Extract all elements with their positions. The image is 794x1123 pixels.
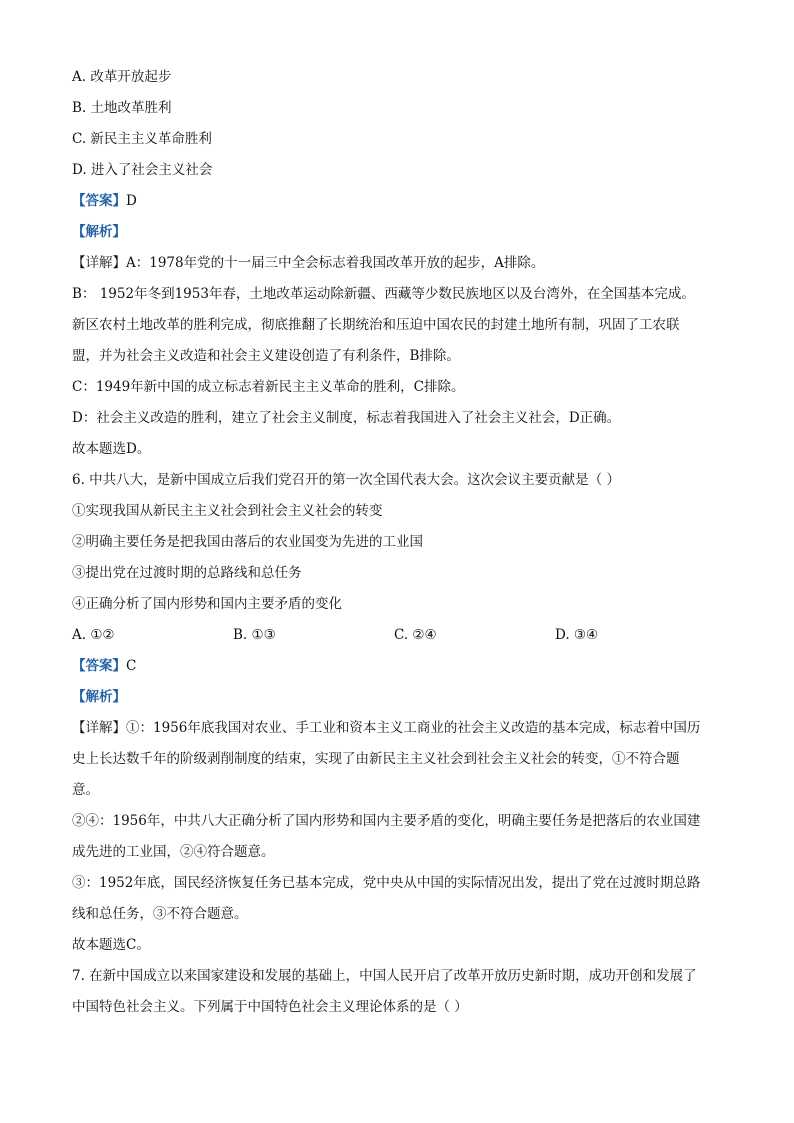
- q6-detail-line: ③：1952年底，国民经济恢复任务已基本完成，党中央从中国的实际情况出发，提出了党在过渡时期总路: [72, 875, 701, 891]
- q6-detail-line: ②④：1956年，中共八大正确分析了国内形势和国内主要矛盾的变化，明确主要任务是把落后的农业国建: [72, 813, 701, 829]
- q6-item: ③提出党在过渡时期的总路线和总任务: [72, 565, 302, 581]
- q5-option-a: A. 改革开放起步: [72, 69, 172, 85]
- exam-page: [72, 62, 726, 1023]
- q6-item: ①实现我国从新民主主义社会到社会主义社会的转变: [72, 503, 383, 519]
- q7-stem-line: 7. 在新中国成立以来国家建设和发展的基础上，中国人民开启了改革开放历史新时期，成功开创和发展了: [72, 968, 697, 984]
- q6-detail-line: 成先进的工业国，②④符合题意。: [72, 844, 275, 860]
- answer-value: C: [126, 658, 137, 674]
- q5-answer: [72, 186, 726, 217]
- q6-item: ②明确主要任务是把我国由落后的农业国变为先进的工业国: [72, 534, 423, 550]
- q5-detail-line: 新区农村土地改革的胜利完成，彻底推翻了长期统治和压迫中国农民的封建土地所有制，巩固了工农联: [72, 317, 680, 333]
- q5-detail-line: B： 1952年冬到1953年春，土地改革运动除新疆、西藏等少数民族地区以及台湾外，在全国基本完成。: [72, 286, 695, 302]
- q5-detail-line: D：社会主义改造的胜利，建立了社会主义制度，标志着我国进入了社会主义社会，D正确。: [72, 410, 621, 426]
- q5-detail-line: 盟，并为社会主义改造和社会主义建设创造了有利条件，B排除。: [72, 348, 460, 364]
- q6-item: ④正确分析了国内形势和国内主要矛盾的变化: [72, 596, 342, 612]
- q5-conclusion: 故本题选D。: [72, 441, 151, 457]
- detail-text: A：1978年党的十一届三中全会标志着我国改革开放的起步，A排除。: [126, 255, 545, 271]
- q6-option-c: C. ②④: [394, 627, 437, 643]
- q5-option-d: D. 进入了社会主义社会: [72, 162, 213, 178]
- answer-value: D: [126, 193, 137, 209]
- q6-answer: [72, 651, 726, 682]
- detail-tag: 【详解】: [72, 255, 126, 271]
- analysis-tag: 【解析】: [72, 224, 126, 240]
- detail-text: ①：1956年底我国对农业、手工业和资本主义工商业的社会主义改造的基本完成，标志着中国历: [126, 720, 701, 736]
- q6-options: [72, 620, 726, 651]
- q5-option-c: C. 新民主主义革命胜利: [72, 131, 212, 147]
- q6-conclusion: 故本题选C。: [72, 937, 150, 953]
- q5-option-b: B. 土地改革胜利: [72, 100, 172, 116]
- detail-tag: 【详解】: [72, 720, 126, 736]
- q6-stem: 6. 中共八大，是新中国成立后我们党召开的第一次全国代表大会。这次会议主要贡献是（ ）: [72, 472, 620, 488]
- q6-option-a: A. ①②: [72, 627, 115, 643]
- answer-tag: 【答案】: [72, 193, 126, 209]
- q6-detail-line: 史上长达数千年的阶级剥削制度的结束，实现了由新民主主义社会到社会主义社会的转变，①不符合题: [72, 751, 680, 767]
- q6-detail-line: [72, 713, 726, 744]
- q5-analysis-heading: [72, 217, 726, 248]
- q6-analysis-heading: [72, 682, 726, 713]
- q5-detail-line: [72, 248, 726, 279]
- q5-detail-line: C：1949年新中国的成立标志着新民主主义革命的胜利，C排除。: [72, 379, 465, 395]
- q7-stem-line: 中国特色社会主义。下列属于中国特色社会主义理论体系的是（ ）: [72, 999, 468, 1015]
- analysis-tag: 【解析】: [72, 689, 126, 705]
- q6-option-b: B. ①③: [233, 627, 276, 643]
- answer-tag: 【答案】: [72, 658, 126, 674]
- q6-option-d: D. ③④: [555, 627, 599, 643]
- q6-detail-line: 意。: [72, 782, 99, 798]
- q6-detail-line: 线和总任务，③不符合题意。: [72, 906, 248, 922]
